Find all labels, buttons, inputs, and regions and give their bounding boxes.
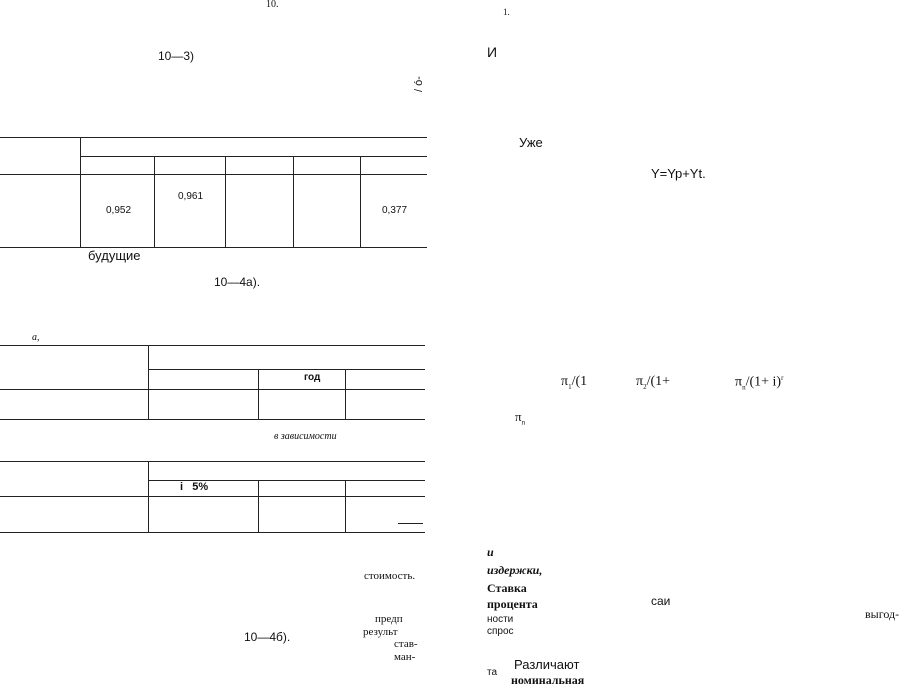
table-3-header-rate: i 5% [180,481,209,493]
pv-term-2: $\pi_2/(1+$ [636,374,671,391]
table-2-caption: а, [32,332,40,343]
formula-income: Y=Yp+Yt. [651,166,706,181]
word-spros: спрос [487,627,514,636]
reference-10-4a: 10—4а). [214,275,261,289]
reference-10-4b: 10—4б). [244,630,291,644]
item-number: 1. [503,7,510,17]
word-percent: процента [487,597,538,611]
table-1-cell: 0,952 [106,205,132,216]
table-2-header-year: год [304,372,321,383]
word-nosti: ности [487,614,514,625]
word-already: Уже [519,135,543,150]
word-costs: издержки, [487,563,543,577]
word-nominal: номинальная [511,673,585,687]
pv-term-1: $\pi_1/(1$ [561,374,588,391]
word-distinguish: Различают [514,657,580,672]
table-1-cell: 0,377 [382,205,408,216]
fragment-pred: предп [375,613,403,625]
pv-term-3: $\pi_n/(1+ i)^r$ [735,374,784,392]
word-vygod: выгод- [865,607,900,621]
word-ta: та [487,667,498,678]
word-rate: Ставка [487,581,527,595]
letter-i: И [487,44,498,60]
fragment-man: ман- [394,651,416,663]
fragment-stav: став- [394,638,418,650]
pi-n: $\pi_n$ [515,409,526,427]
word-sai: саи [651,594,671,608]
word-future: будущие [88,248,141,263]
fragment-result: результ [363,626,398,638]
fragment-cost: стоимость. [364,570,416,582]
table-3-caption: в зависимости [274,431,337,442]
reference-10-3: 10—3) [158,49,195,63]
margin-mark: / ó- [413,76,425,92]
table-1-cell: 0,961 [178,191,204,202]
word-and: и [487,545,494,559]
page-number: 10. [266,0,279,10]
